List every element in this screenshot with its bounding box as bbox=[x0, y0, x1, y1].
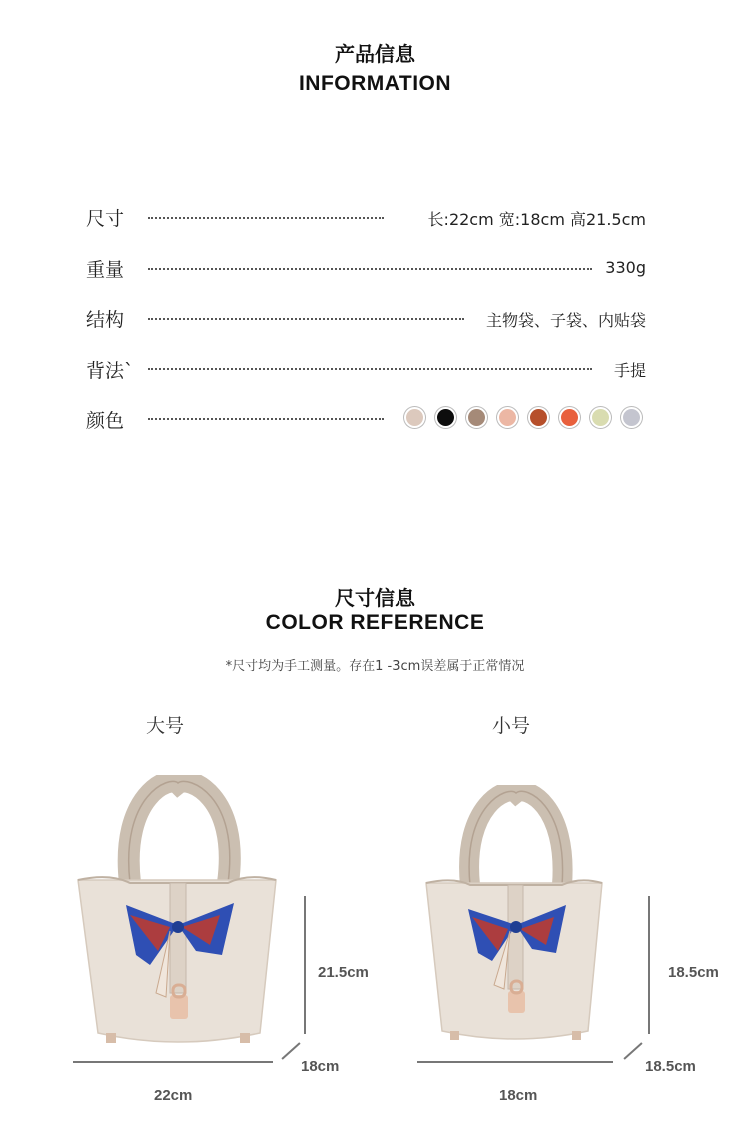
row-value-weight: 330g bbox=[605, 258, 646, 277]
row-value-size: 长:22cm 宽:18cm 高21.5cm bbox=[427, 210, 646, 229]
row-label-carry: 背法` bbox=[86, 360, 134, 382]
small-bag-image bbox=[420, 785, 615, 1050]
large-size-label: 大号 bbox=[146, 715, 185, 737]
color-swatch[interactable] bbox=[623, 409, 640, 426]
large-height-label: 21.5cm bbox=[318, 964, 369, 981]
row-label-structure: 结构 bbox=[86, 309, 125, 331]
small-height-line bbox=[648, 896, 650, 1034]
row-label-size: 尺寸 bbox=[86, 208, 125, 230]
large-width-line bbox=[73, 1061, 273, 1063]
color-swatch[interactable] bbox=[406, 409, 423, 426]
color-swatch[interactable] bbox=[468, 409, 485, 426]
color-swatch[interactable] bbox=[592, 409, 609, 426]
info-title-cn: 产品信息 bbox=[335, 42, 415, 66]
small-width-label: 18cm bbox=[499, 1087, 538, 1104]
row-leader-dots bbox=[148, 368, 592, 370]
row-label-weight: 重量 bbox=[86, 259, 125, 281]
color-swatch-list bbox=[406, 409, 646, 429]
small-height-label: 18.5cm bbox=[668, 964, 719, 981]
small-size-label: 小号 bbox=[492, 715, 531, 737]
large-depth-label: 18cm bbox=[301, 1058, 340, 1075]
small-depth-line bbox=[623, 1042, 642, 1060]
color-swatch[interactable] bbox=[499, 409, 516, 426]
large-bag-image bbox=[70, 775, 285, 1055]
row-value-structure: 主物袋、子袋、内贴袋 bbox=[485, 311, 646, 330]
row-value-carry: 手提 bbox=[613, 361, 646, 380]
color-swatch[interactable] bbox=[530, 409, 547, 426]
size-title-en: COLOR REFERENCE bbox=[265, 611, 485, 634]
row-label-color: 颜色 bbox=[86, 410, 125, 432]
row-leader-dots bbox=[148, 217, 384, 219]
row-leader-dots bbox=[148, 268, 592, 270]
large-height-line bbox=[304, 896, 306, 1034]
row-leader-dots bbox=[148, 318, 464, 320]
large-width-label: 22cm bbox=[154, 1087, 193, 1104]
small-width-line bbox=[417, 1061, 613, 1063]
info-title-en: INFORMATION bbox=[298, 72, 452, 95]
size-title-cn: 尺寸信息 bbox=[335, 586, 415, 610]
size-note: *尺寸均为手工测量。存在1 -3cm误差属于正常情况 bbox=[225, 659, 525, 674]
row-leader-dots bbox=[148, 418, 384, 420]
color-swatch[interactable] bbox=[437, 409, 454, 426]
color-swatch[interactable] bbox=[561, 409, 578, 426]
small-depth-label: 18.5cm bbox=[645, 1058, 696, 1075]
